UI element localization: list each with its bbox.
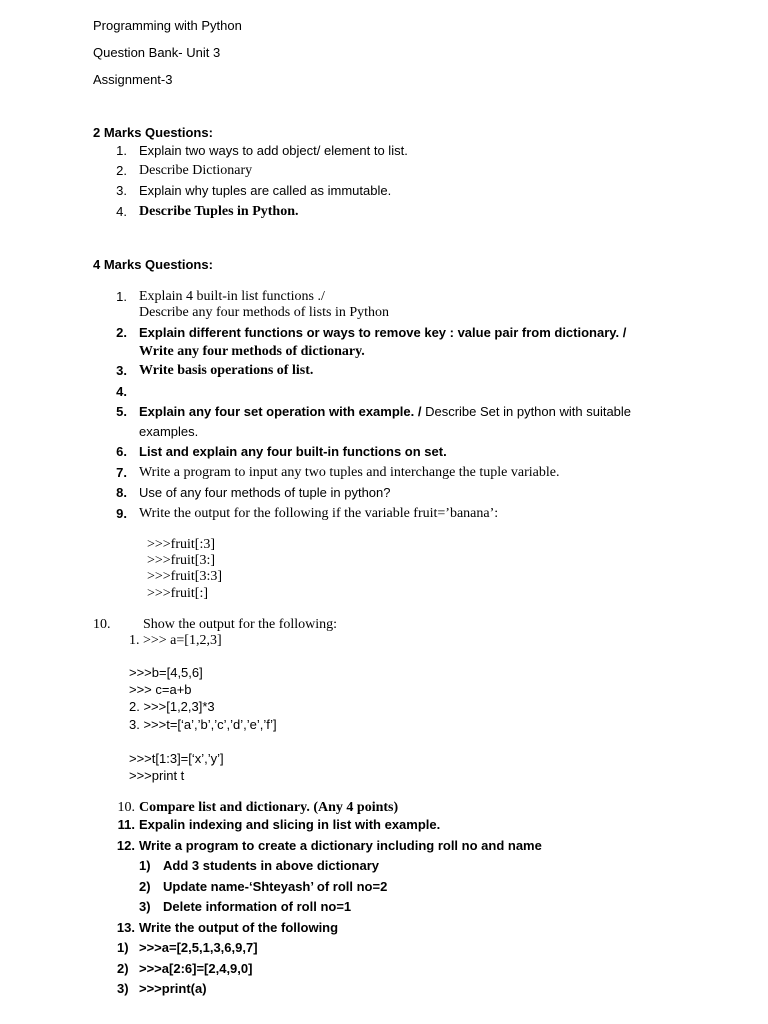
- list-number: 5.: [116, 404, 127, 419]
- code-line: 1. >>> a=[1,2,3]: [129, 633, 222, 648]
- question-text: Write the output of the following: [139, 920, 339, 935]
- list-number: 9.: [116, 506, 127, 521]
- sub-question-text: Add 3 students in above dictionary: [163, 858, 379, 873]
- question-text: [139, 405, 631, 420]
- question-text: Explain two ways to add object/ element to list.: [139, 143, 408, 158]
- question-text: Write a program to create a dictionary including roll no and name: [139, 838, 542, 853]
- list-number: 7.: [116, 465, 127, 480]
- sub-number: 2): [117, 961, 129, 976]
- sub-number: 2): [139, 879, 151, 894]
- sub-number: 3): [117, 981, 129, 996]
- question-text: List and explain any four built-in functions on set.: [139, 444, 447, 459]
- question-text: Describe Dictionary: [139, 163, 253, 178]
- list-number: 1.: [116, 289, 127, 304]
- code-line: >>>fruit[:3]: [147, 537, 216, 552]
- list-number: 11.: [117, 817, 135, 832]
- question-text-normal: Describe Set in python with suitable: [425, 404, 632, 419]
- question-text-bold: Explain any four set operation with example. /: [139, 404, 426, 419]
- question-text-cont: examples.: [139, 424, 199, 439]
- code-line: >>>fruit[3:3]: [147, 569, 223, 584]
- question-text: Explain different functions or ways to remove key : value pair from dictionary. /: [139, 325, 627, 340]
- code-line: >>> c=a+b: [129, 682, 192, 697]
- code-line: 2. >>>[1,2,3]*3: [129, 699, 215, 714]
- document-subtitle: Question Bank- Unit 3: [93, 45, 221, 60]
- code-line: >>>a=[2,5,1,3,6,9,7]: [139, 940, 258, 955]
- code-line: >>>t[1:3]=[‘x’,’y’]: [129, 751, 224, 766]
- list-number: 4.: [116, 204, 127, 219]
- sub-question-text: Update name-‘Shteyash’ of roll no=2: [163, 879, 388, 894]
- question-text: Describe Tuples in Python.: [139, 204, 299, 219]
- list-number: 10.: [117, 800, 135, 815]
- question-text-cont: Describe any four methods of lists in Python: [139, 305, 390, 320]
- code-line: >>>fruit[:]: [147, 586, 209, 601]
- list-number: 4.: [116, 384, 127, 399]
- code-line: >>>a[2:6]=[2,4,9,0]: [139, 961, 253, 976]
- sub-number: 1): [117, 940, 129, 955]
- question-text: Write the output for the following if the variable fruit=’banana’:: [139, 506, 499, 521]
- question-text: Use of any four methods of tuple in python?: [139, 485, 391, 500]
- assignment-label: Assignment-3: [93, 72, 173, 87]
- code-line: >>>print(a): [139, 981, 207, 996]
- question-text: Write a program to input any two tuples and interchange the tuple variable.: [139, 465, 560, 480]
- list-number: 12.: [116, 838, 135, 853]
- document-title: Programming with Python: [93, 18, 242, 33]
- list-number: 3.: [116, 363, 127, 378]
- list-number: 2.: [116, 325, 127, 340]
- list-number: 3.: [116, 183, 127, 198]
- code-line: 3. >>>t=[‘a’,’b’,’c’,’d’,’e’,’f’]: [129, 717, 277, 732]
- question-text: Compare list and dictionary. (Any 4 points): [139, 800, 399, 815]
- question-text: Expalin indexing and slicing in list with example.: [139, 817, 441, 832]
- list-number: 6.: [116, 444, 127, 459]
- code-line: >>>b=[4,5,6]: [129, 665, 203, 680]
- code-line: >>>print t: [129, 768, 185, 783]
- list-number: 13.: [116, 920, 135, 935]
- sub-number: 1): [139, 858, 151, 873]
- list-number: 8.: [116, 485, 127, 500]
- question-text: Explain why tuples are called as immutable.: [139, 183, 392, 198]
- two-marks-heading: 2 Marks Questions:: [93, 125, 213, 140]
- sub-number: 3): [139, 899, 151, 914]
- list-number: 2.: [116, 163, 127, 178]
- question-text: Show the output for the following:: [143, 617, 338, 632]
- question-text-cont: Write any four methods of dictionary.: [139, 344, 365, 359]
- list-number: 10.: [93, 617, 111, 632]
- code-line: >>>fruit[3:]: [147, 553, 216, 568]
- question-text: Write basis operations of list.: [139, 363, 314, 378]
- four-marks-heading: 4 Marks Questions:: [93, 257, 213, 272]
- sub-question-text: Delete information of roll no=1: [163, 899, 352, 914]
- question-text: Explain 4 built-in list functions ./: [139, 289, 325, 304]
- list-number: 1.: [116, 143, 127, 158]
